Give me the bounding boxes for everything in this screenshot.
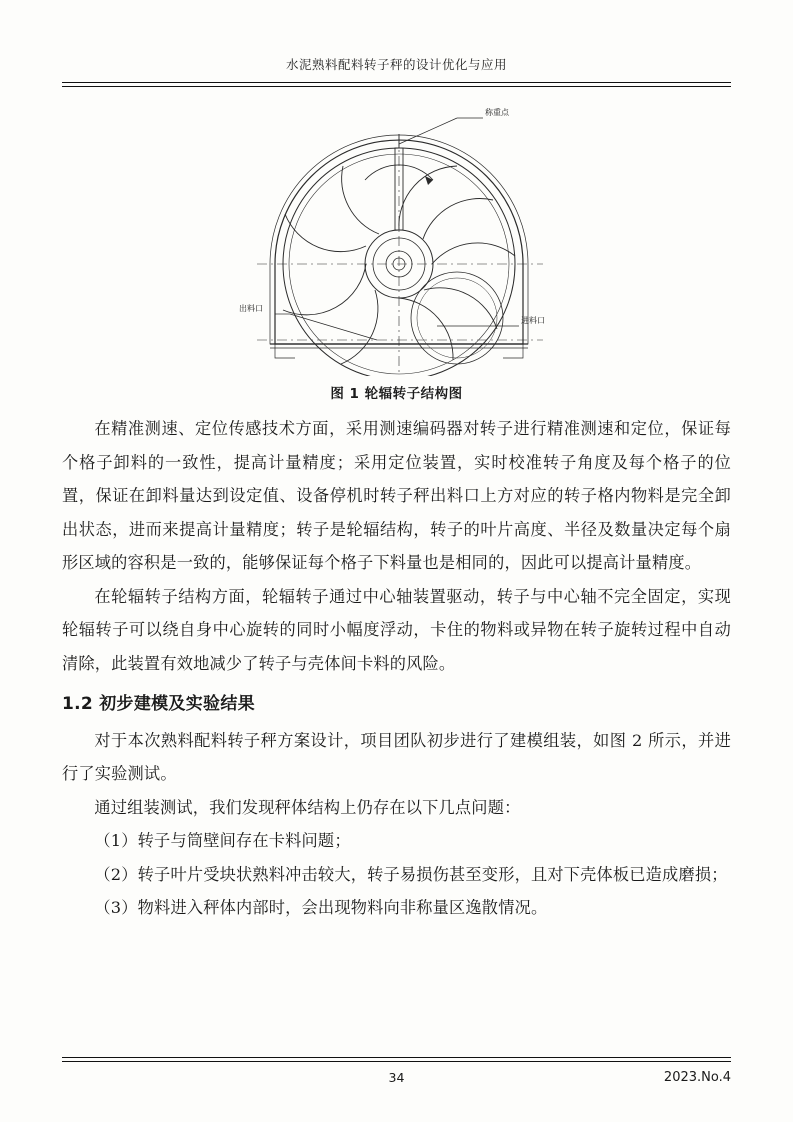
page-number: 34	[388, 1070, 405, 1085]
paragraph-4: 通过组装测试，我们发现秤体结构上仍存在以下几点问题：	[94, 797, 521, 817]
header-title: 水泥熟料配料转子秤的设计优化与应用	[285, 57, 507, 72]
paragraph-3: 对于本次熟料配料转子秤方案设计，项目团队初步进行了建模组装，如图 2 所示，并进行了实验测试。	[62, 730, 731, 783]
figure-label-top: 称重点	[484, 108, 509, 117]
issue-label: 2023.No.4	[663, 1070, 731, 1085]
header-divider-thin	[62, 86, 731, 87]
list-item-1: （1）转子与筒壁间存在卡料问题；	[94, 831, 351, 850]
figure-label-right: 进料口	[520, 316, 545, 325]
section-heading-1-2: 1.2 初步建模及实验结果	[62, 694, 255, 714]
paragraph-1: 在精准测速、定位传感技术方面，采用测速编码器对转子进行精准测速和定位，保证每个格子卸料的一致性，提高计量精度；采用定位装置，实时校准转子角度及每个格子的位置，保证在卸料量达到设定值、设备停机时转子秤出料口上方对应的转子格内物料是完全卸出状态，进而来提高计量精度；转子是轮辐结构，转子的叶片高度、半径及数量决定每个扇形区域的容积是一致的，能够保证每个格子下料量也是相同的，因此可以提高计量精度。	[62, 419, 731, 572]
rotor-structure-drawing	[127, 96, 667, 376]
page-footer	[62, 1070, 731, 1090]
footer-divider-thin	[62, 1061, 731, 1062]
page-header	[60, 55, 733, 73]
figure-rotor-diagram	[62, 96, 731, 376]
figure-caption: 图 1 轮辐转子结构图	[330, 386, 463, 402]
header-divider-thick	[62, 82, 731, 83]
list-item-3: （3）物料进入秤体内部时，会出现物料向非称量区逸散情况。	[94, 898, 548, 917]
paragraph-2: 在轮辐转子结构方面，轮辐转子通过中心轴装置驱动，转子与中心轴不完全固定，实现轮辐转子可以绕自身中心旋转的同时小幅度浮动，卡住的物料或异物在转子旋转过程中自动清除，此装置有效地减少了转子与壳体间卡料的风险。	[62, 586, 731, 673]
document-body	[62, 412, 731, 925]
list-item-2: （2）转子叶片受块状熟料冲击较大，转子易损伤甚至变形，且对下壳体板已造成磨损；	[94, 864, 728, 884]
figure-label-left: 出料口	[238, 304, 263, 313]
footer-divider-thick	[62, 1057, 731, 1058]
